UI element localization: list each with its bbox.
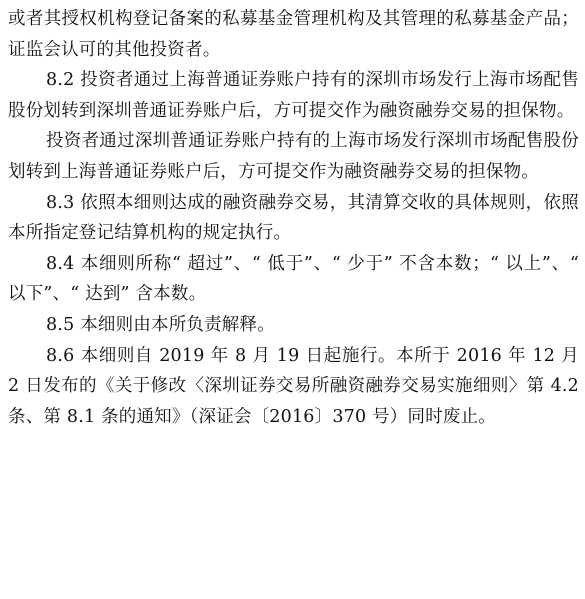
paragraph-continuation: 或者其授权机构登记备案的私募基金管理机构及其管理的私募基金产品；证监会认可的其他投资者。 (8, 9, 579, 60)
paragraph-8-3: 8.3 依照本细则达成的融资融券交易，其清算交收的具体规则，依照本所指定登记结算机构的规定执行。 (8, 192, 579, 244)
paragraph-8-2: 8.2 投资者通过上海普通证券账户持有的深圳市场发行上海市场配售股份划转到深圳普通证券账户后，方可提交作为融资融券交易的担保物。 (8, 70, 579, 121)
paragraph-8-6: 8.6 本细则自 2019 年 8 月 19 日起施行。本所于 2016 年 12 月 2 日发布的《关于修改〈深圳证券交易所融资融券交易实施细则〉第 4.2 条、第 8.1 条的通知》（深证会〔2016〕370 号）同时废止。 (8, 345, 579, 427)
paragraph-8-4: 8.4 本细则所称“ 超过”、“ 低于”、“ 少于” 不含本数；“ 以上”、“ 以下”、“ 达到” 含本数。 (8, 253, 579, 305)
paragraph-8-5: 8.5 本细则由本所负责解释。 (46, 314, 275, 335)
paragraph-8-2-continued: 投资者通过深圳普通证券账户持有的上海市场发行深圳市场配售股份划转到上海普通证券账户后，方可提交作为融资融券交易的担保物。 (8, 131, 579, 182)
